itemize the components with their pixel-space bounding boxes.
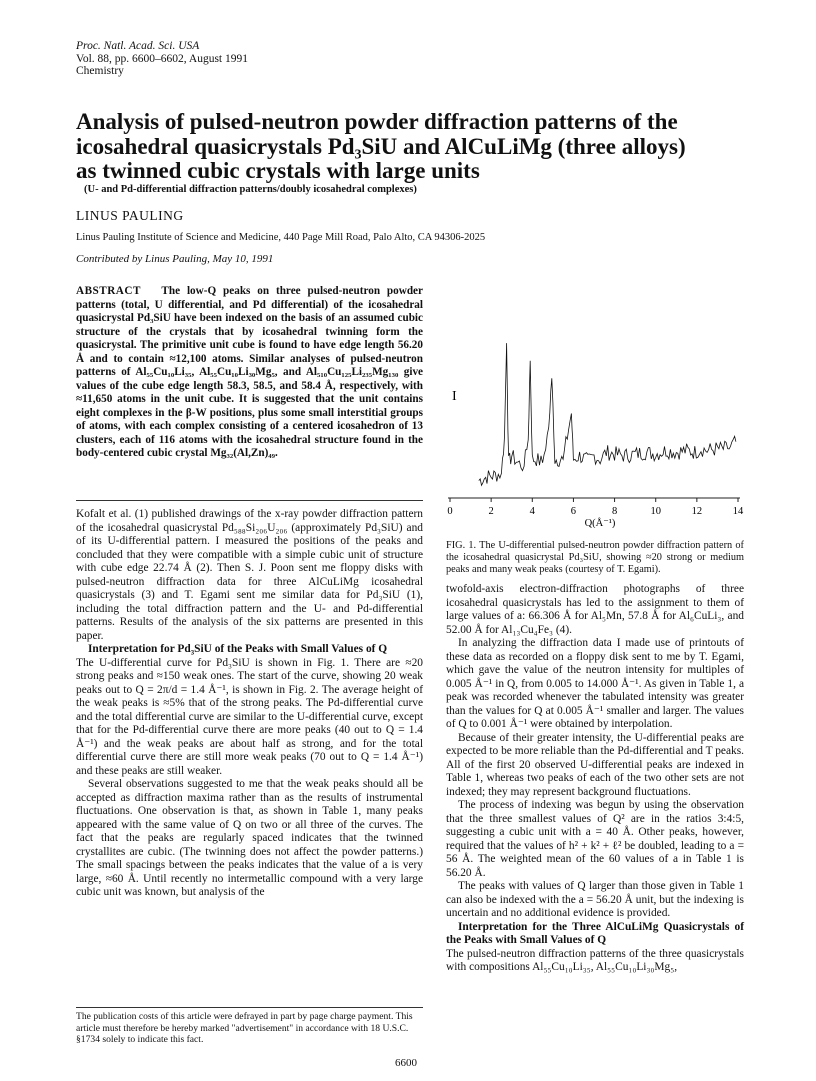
contributed-by: Contributed by Linus Pauling, May 10, 1991 (76, 253, 274, 265)
x-tick-label: 10 (650, 506, 661, 517)
body-paragraph: Because of their greater intensity, the U-differential peaks are expected to be more reliable than the Pd-differential and T peaks. All of the first 20 observed U-differential peaks are indexed in Table 1, whereas two peaks of each of the two other sets are not indexed; they may represent background fluctuations. (446, 731, 744, 798)
x-axis-ticks (447, 498, 744, 517)
journal-header (76, 40, 248, 78)
figure-1 (440, 282, 750, 528)
body-paragraph: The U-differential curve for Pd₃SiU is shown in Fig. 1. There are ≈20 strong peaks and ≈150 weak ones. The start of the curve, showing 20 weak peaks out to Q = 2π/d = 1.4 Å⁻¹, is shown in Fig. 2. The average height of the weak peaks is ≈5% that of the strong peaks. The Pd-differential curve and the total differential curve are similar to the U-differential curve, except that for the Pd-differential curve there are more peaks (40 out to Q = 1.4 Å⁻¹) and the weak peaks are about half as strong, and for the total differential curve there are still more weak peaks (70 out to Q = 1.4 Å⁻¹) and these peaks are still weaker. (76, 656, 423, 777)
title-line-3: as twinned cubic crystals with large units (76, 158, 480, 183)
abstract-divider (76, 500, 423, 501)
author: LINUS PAULING (76, 208, 184, 223)
x-tick-label: 12 (691, 506, 703, 517)
x-tick-label: 14 (732, 506, 744, 517)
body-paragraph: Several observations suggested to me that the weak peaks should all be accepted as diffraction maxima rather than as the results of instrumental fluctuations. One observation is that, as shown in Table 1, many peaks appeared with the same value of Q on two or all three of the curves. The fact that the peaks are regularly spaced indicates that the twinned crystallites are cubic. (The twinning does not affect the powder patterns.) The small spacings between the peaks indicates that the value of a is very large, ≈60 Å. Until recently no intermetallic compound with a very large cubic unit was known, but analysis of the (76, 778, 423, 898)
x-axis-label: Q(Å⁻¹) (584, 518, 616, 528)
section-heading-alculimg: Interpretation for the Three AlCuLiMg Quasicrystals of the Peaks with Small Values of Q (446, 920, 744, 946)
footnote-divider (76, 1007, 423, 1008)
title-line-1: Analysis of pulsed-neutron powder diffraction patterns of the (76, 109, 678, 134)
right-column (446, 583, 744, 975)
abstract (76, 285, 423, 461)
x-tick-label: 0 (447, 506, 453, 517)
intro-paragraph: Kofalt et al. (1) published drawings of the x-ray powder diffraction pattern of the icosahedral quasicrystal Pd₅₈₈Si₂₀₆U₂₀₆ (approximately Pd₃SiU) and of its U-differential pattern. I measured the positions of the peaks and concluded that they were compatible with a simple cubic unit of structure with cube edge 22.74 Å (2). Then S. J. Poon sent me floppy disks with pulsed-neutron diffraction data for three AlCuLiMg icosahedral quasicrystals (3) and T. Egami sent me similar data for Pd₃SiU (1), including the total diffraction pattern and the U- and Pd-differential patterns. Results of the analysis of the six patterns are presented in this paper. (76, 508, 423, 642)
diffraction-chart (440, 282, 750, 528)
title-line-2: icosahedral quasicrystals Pd₃SiU and AlCuLiMg (three alloys) (76, 133, 686, 159)
body-paragraph: The pulsed-neutron diffraction patterns of the three quasicrystals with compositions Al₅₅Cu₁₀Li₃₅, Al₅₅Cu₁₀Li₃₀Mg₅, (446, 947, 744, 973)
x-tick-label: 6 (570, 506, 577, 517)
abstract-text: The low-Q peaks on three pulsed-neutron powder patterns (total, U differential, and Pd differential) of the icosahedral quasicrystal Pd₃SiU have been indexed on the basis of an assumed cubic structure of the crystals that by icosahedral twinning form the quasicrystal. The primitive unit cube is found to have edge length 56.20 Å and to contain ≈12,100 atoms. Similar analyses of pulsed-neutron patterns of Al₅₅Cu₁₀Li₃₅, Al₅₅Cu₁₀Li₃₀Mg₅, and Al₅₁₀Cu₁₂₅Li₂₃₅Mg₁₃₀ give values of the cube edge length 58.3, 58.5, and 58.4 Å, respectively, with ≈11,650 atoms in the unit cube. It is suggested that the unit contains eight complexes in the β-W positions, plus some small interstitial groups of atoms, with each complex consisting of a centered icosahedron of 13 clusters, each of 116 atoms with the icosahedral structure found in the body-centered cubic crystal Mg₃₂(Al,Zn)₄₉. (76, 285, 423, 459)
article-title (76, 110, 766, 184)
affiliation: Linus Pauling Institute of Science and Medicine, 440 Page Mill Road, Palo Alto, CA 94306-2025 (76, 232, 486, 243)
body-paragraph: The process of indexing was begun by using the observation that the three smallest values of Q² are in the ratios 3:4:5, suggesting a cubic unit with a = 40 Å. Other peaks, however, required that the values of h² + k² + ℓ² be doubled, leading to a = 56 Å. The weighted mean of the 60 values of a in Table 1 is 56.20 Å. (446, 799, 744, 879)
page-number: 6600 (395, 1057, 417, 1069)
footnote: The publication costs of this article were defrayed in part by page charge payment. This article must therefore be hereby marked "advertisement" in accordance with 18 U.S.C. §1734 solely to indicate this fact. (76, 1011, 413, 1045)
body-paragraph: twofold-axis electron-diffraction photographs of three icosahedral quasicrystals has led to the assignment to them of large values of a: 66.306 Å for Al₅Mn, 57.8 Å for Al₆CuLi₃, and 52.00 Å for Al₁₃Cu₄Fe₃ (4). (446, 583, 744, 636)
section-heading-pd3siu: Interpretation for Pd₃SiU of the Peaks with Small Values of Q (88, 643, 388, 655)
y-axis-label: I (452, 389, 457, 404)
abstract-label: ABSTRACT (76, 285, 141, 297)
left-column (76, 508, 423, 900)
keywords: (U- and Pd-differential diffraction patterns/doubly icosahedral complexes) (84, 184, 417, 195)
x-tick-label: 4 (529, 506, 535, 517)
figure-caption: FIG. 1. The U-differential pulsed-neutron powder diffraction pattern of the icosahedral quasicrystal Pd₃SiU, showing ≈20 strong or medium peaks and many weak peaks (courtesy of T. Egami). (446, 540, 744, 575)
journal-volume: Vol. 88, pp. 6600–6602, August 1991 (76, 52, 248, 65)
x-tick-label: 2 (488, 506, 494, 517)
body-paragraph: The peaks with values of Q larger than those given in Table 1 can also be indexed with the a = 56.20 Å unit, but the indexing is uncertain and no additional evidence is provided. (446, 880, 744, 919)
x-tick-label: 8 (611, 506, 618, 517)
body-paragraph: In analyzing the diffraction data I made use of printouts of these data as recorded on a floppy disk sent to me by T. Egami, which gave the value of the neutron intensity for multiples of 0.005 Å⁻¹ in Q, from 0.005 to 14.000 Å⁻¹. As given in Table 1, a peak was recorded whenever the tabulated intensity was greater than the values for Q at 0.005 Å⁻¹ smaller and larger. The values of Q to 0.001 Å⁻¹ were obtained by interpolation. (446, 637, 744, 730)
journal-name: Proc. Natl. Acad. Sci. USA (76, 40, 200, 52)
diffraction-curve (479, 343, 736, 485)
journal-field: Chemistry (76, 65, 124, 77)
